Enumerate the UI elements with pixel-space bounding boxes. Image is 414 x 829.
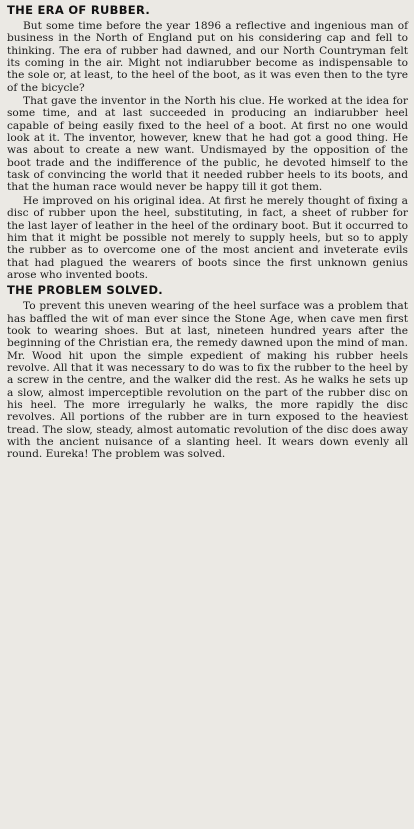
paragraph-2: That gave the inventor in the North his clue. He worked at the idea for some time, and at last succeeded in producing an indiarubber heel capable of being easily fixed to the heel of a boot. At first no one would look at it. The inventor, however, knew that he had got a good thing. He was about to create a new want. Undismayed by the opposition of the boot trade and the indifference of the public, he devoted himself to the task of convincing the world that it needed rubber heels to its boots, and that the human race would never be happy till it got them. — [7, 95, 408, 194]
section-heading-problem-solved: THE PROBLEM SOLVED. — [7, 283, 163, 298]
paragraph-4: To prevent this uneven wearing of the heel surface was a problem that has baffled the wit of man ever since the Stone Age, when cave men first took to wearing shoes. But at last, nineteen hundred years after the beginning of the Christian era, the remedy dawned upon the mind of man. Mr. Wood hit upon the simple expedient of making his rubber heels revolve. All that it was necessary to do was to fix the rubber to the heel by a screw in the centre, and the walker did the rest. As he walks he sets up a slow, almost imperceptible revolution on the part of the rubber disc on his heel. The more irregularly he walks, the more rapidly the disc revolves. All portions of the rubber are in turn exposed to the heaviest tread. The slow, steady, almost automatic revolution of the disc does away with the ancient nuisance of a slanting heel. It wears down evenly all round. Eureka! The problem was solved. — [7, 300, 408, 461]
section-heading-era-of-rubber: THE ERA OF RUBBER. — [7, 3, 150, 17]
paragraph-3: He improved on his original idea. At first he merely thought of fixing a disc of rubber upon the heel, substituting, in fact, a sheet of rubber for the last layer of leather in the heel of the ordinary boot. But it occurred to him that it might be possible not merely to supply heels, but so to apply the rubber as to overcome one of the most ancient and inveterate evils that had plagued the wearers of boots since the first unknown genius arose who invented boots. — [7, 194, 408, 281]
paragraph-1: But some time before the year 1896 a reflective and ingenious man of business in the North of England put on his considering cap and fell to thinking. The era of rubber had dawned, and our North Countryman felt its coming in the air. Might not indiarubber become as indispensable to the sole or, at least, to the heel of the boot, as it was even then to the tyre of the bicycle? — [7, 20, 408, 94]
